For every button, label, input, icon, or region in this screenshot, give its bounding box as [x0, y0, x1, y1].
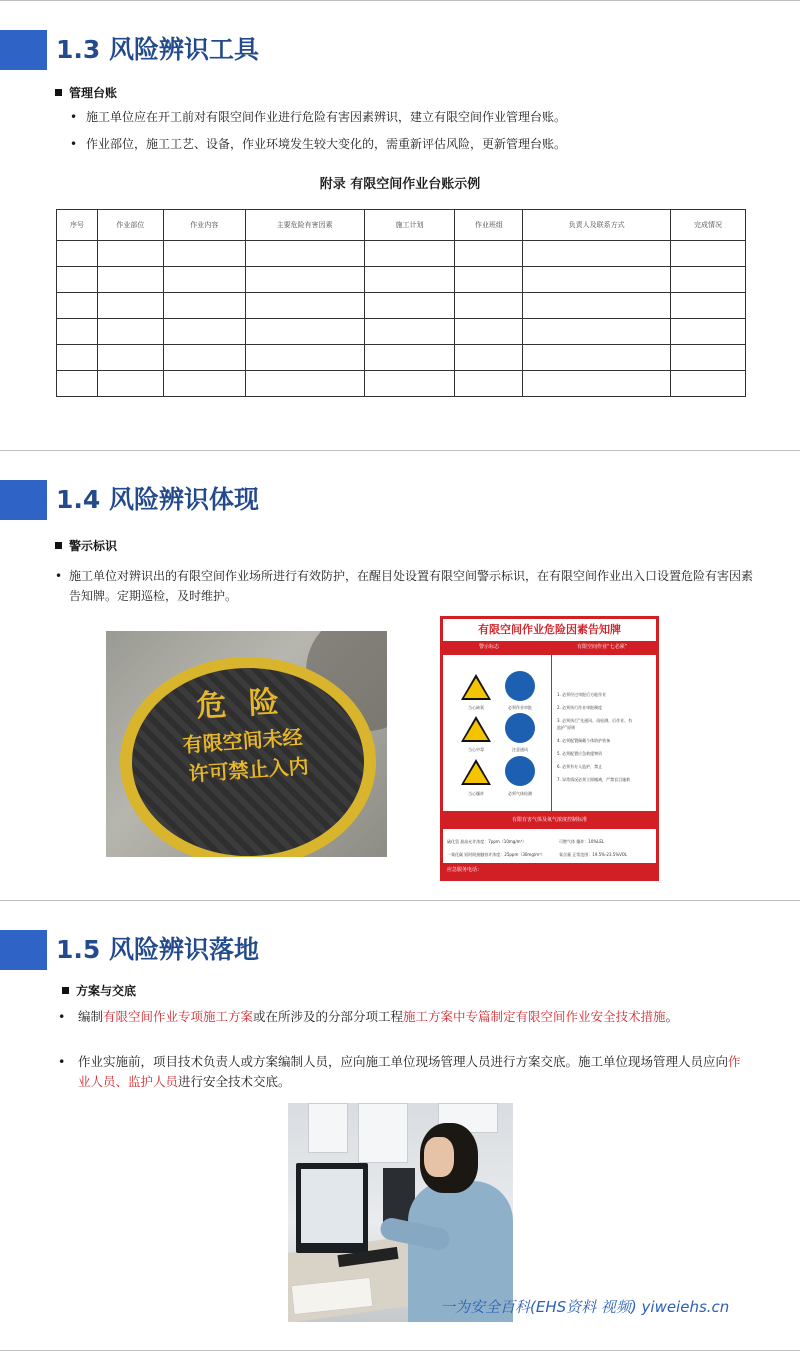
- table-row: [57, 371, 746, 397]
- square-bullet-icon: [55, 89, 62, 96]
- table-cell: [97, 241, 163, 267]
- table-cell: [97, 371, 163, 397]
- table-cell: [97, 293, 163, 319]
- gas-row: 一氧化碳 短时间接触容许浓度：25ppm（30mg/m³）: [447, 852, 545, 857]
- watermark: 一为安全百科(EHS资料 视频) yiweiehs.cn: [440, 1298, 730, 1316]
- column-header: 完成情况: [671, 210, 746, 241]
- table-row: [57, 345, 746, 371]
- table-cell: [245, 293, 364, 319]
- table-cell: [523, 293, 671, 319]
- column-header: 主要危险有害因素: [245, 210, 364, 241]
- table-cell: [364, 345, 455, 371]
- table-cell: [671, 241, 746, 267]
- gas-detection-icon: [505, 756, 535, 786]
- bullet-item: • 作业部位，施工工艺、设备，作业环境发生较大变化的，需重新评估风险，更新管理台账。: [70, 137, 567, 151]
- ventilation-icon: [505, 713, 535, 743]
- oxygen-warning-icon: [461, 674, 491, 704]
- sign-rule: 监护”原则: [557, 725, 576, 730]
- table-cell: [523, 267, 671, 293]
- subheading: 管理台账: [55, 84, 117, 101]
- column-header: 作业班组: [455, 210, 523, 241]
- table-cell: [163, 267, 245, 293]
- table-cell: [163, 319, 245, 345]
- title-accent-bar: [0, 480, 47, 520]
- table-cell: [57, 293, 98, 319]
- table-cell: [671, 293, 746, 319]
- table-cell: [455, 319, 523, 345]
- explosion-warning-icon: [461, 759, 491, 789]
- office-worker-photo: [288, 1103, 513, 1322]
- gas-row: 硫化氢 最高允许浓度：7ppm（10mg/m³）: [447, 839, 527, 844]
- table-cell: [364, 293, 455, 319]
- table-cell: [671, 345, 746, 371]
- bullet-item: • 施工单位对辨识出的有限空间作业场所进行有效防护，在醒目处设置有限空间警示标识，在有限空间作业出入口设置危险有害因素告知牌。定期巡检，及时维护。: [55, 569, 754, 603]
- sign-rule: 3. 必须执行“先通风、再检测、后作业、有: [557, 718, 633, 723]
- table-cell: [523, 241, 671, 267]
- table-cell: [97, 319, 163, 345]
- table-cell: [364, 371, 455, 397]
- table-cell: [245, 371, 364, 397]
- bullet-item: • 编制有限空间作业专项施工方案或在所涉及的分部分项工程施工方案中专篇制定有限空间作业安全技术措施。: [58, 1009, 679, 1024]
- table-cell: [523, 371, 671, 397]
- table-cell: [364, 267, 455, 293]
- square-bullet-icon: [62, 987, 69, 994]
- table-cell: [57, 371, 98, 397]
- table-row: [57, 241, 746, 267]
- column-header: 施工计划: [364, 210, 455, 241]
- table-cell: [57, 267, 98, 293]
- sign-rule: 7. 异常情况必须立即撤离，严禁盲目施救: [557, 777, 631, 782]
- sign-header-band: 警示标志 有限空间作业“七必须”: [443, 641, 656, 655]
- table-header-row: [57, 210, 746, 241]
- table-cell: [57, 345, 98, 371]
- table-caption: 附录 有限空间作业台账示例: [319, 177, 481, 192]
- table-cell: [97, 267, 163, 293]
- column-header: 作业部位: [97, 210, 163, 241]
- table-cell: [455, 267, 523, 293]
- gas-row: 可燃气体 爆炸：10%LEL: [559, 839, 605, 844]
- table-cell: [523, 319, 671, 345]
- table-cell: [57, 241, 98, 267]
- column-header: 负责人及联系方式: [523, 210, 671, 241]
- column-header: 作业内容: [163, 210, 245, 241]
- bullet-item: • 施工单位应在开工前对有限空间作业进行危险有害因素辨识，建立有限空间作业管理台账。: [70, 110, 567, 124]
- sign-rule: 2. 必须执行作业审批制度: [557, 705, 603, 710]
- column-header: 序号: [57, 210, 98, 241]
- sign-footer: 应急服务电话：: [443, 863, 656, 878]
- poison-warning-icon: [461, 716, 491, 746]
- slide-title: 1.4 风险辨识体现: [56, 485, 259, 514]
- table-cell: [671, 267, 746, 293]
- title-accent-bar: [0, 30, 47, 70]
- table-row: [57, 319, 746, 345]
- table-row: [57, 293, 746, 319]
- manhole-text: 危 险: [195, 684, 286, 725]
- sign-rule: 4. 必须配置佩戴个体防护装备: [557, 738, 611, 743]
- ledger-table: [56, 209, 746, 397]
- title-accent-bar: [0, 930, 47, 970]
- manhole-warning-photo: [106, 631, 387, 857]
- table-cell: [57, 319, 98, 345]
- subheading: 警示标识: [55, 537, 117, 554]
- table-cell: [455, 241, 523, 267]
- manhole-text: 有限空间未经: [181, 724, 304, 758]
- table-cell: [245, 345, 364, 371]
- sign-rule: 5. 必须配置应急救援物资: [557, 751, 603, 756]
- gas-standard-band: 有限有害气体及氧气浓度控制标准: [443, 811, 656, 829]
- table-cell: [163, 241, 245, 267]
- subheading: 方案与交底: [62, 982, 136, 999]
- table-row: [57, 267, 746, 293]
- sign-rule: 1. 必须经过审批后方能作业: [557, 692, 607, 697]
- sign-rule: 6. 必须有专人监护，禁止: [557, 764, 603, 769]
- table-cell: [163, 371, 245, 397]
- table-cell: [364, 319, 455, 345]
- table-cell: [671, 371, 746, 397]
- approval-required-icon: [505, 671, 535, 701]
- table-cell: [163, 345, 245, 371]
- table-cell: [245, 267, 364, 293]
- table-cell: [455, 371, 523, 397]
- gas-row: 氧含量 正常范围：19.5%-23.5%VOL: [559, 852, 628, 857]
- table-cell: [671, 319, 746, 345]
- table-cell: [245, 241, 364, 267]
- manhole-text: 许可禁止入内: [187, 753, 310, 787]
- table-cell: [97, 345, 163, 371]
- slide-risk-identification-tools: [0, 0, 800, 451]
- table-cell: [364, 241, 455, 267]
- bullet-item: • 作业实施前，项目技术负责人或方案编制人员，应向施工单位现场管理人员进行方案交底。施工单位现场管理人员应向作业人员、监护人员进行安全技术交底。: [58, 1054, 741, 1089]
- table-cell: [163, 293, 245, 319]
- slide-title: 1.3 风险辨识工具: [56, 35, 259, 64]
- table-cell: [455, 293, 523, 319]
- table-cell: [455, 345, 523, 371]
- square-bullet-icon: [55, 542, 62, 549]
- hazard-notice-sign: 有限空间作业危险因素告知牌 警示标志 有限空间作业“七必须” 当心缺氧 必须作业审批 当心中毒 注意通风 当心爆炸 必须气体检测 1. 必须经过审批后方能作业 2. 必须执行作业审批制度 3. 必须执行“先通风、再检测、后作业、有 监护”原则 4. 必须配置佩戴个体防护装备 5. 必须配置应急救援物资 6. 必须有专人监护，禁止 7. 异常情况必须立即撤离，严禁盲目施救 有限有害气体及氧气浓度控制标准 硫化氢 最高允许浓度：7ppm（10mg/m³） 可燃气体 爆炸：10%LEL 一氧化碳 短时间接触容许浓度：25ppm（30mg/m³） 氧含量 正常范围：19.5%-23.5%VOL 应急服务电话：: [440, 616, 659, 881]
- sign-title: 有限空间作业危险因素告知牌: [478, 623, 621, 636]
- slide-title: 1.5 风险辨识落地: [56, 935, 259, 964]
- table-cell: [245, 319, 364, 345]
- table-cell: [523, 345, 671, 371]
